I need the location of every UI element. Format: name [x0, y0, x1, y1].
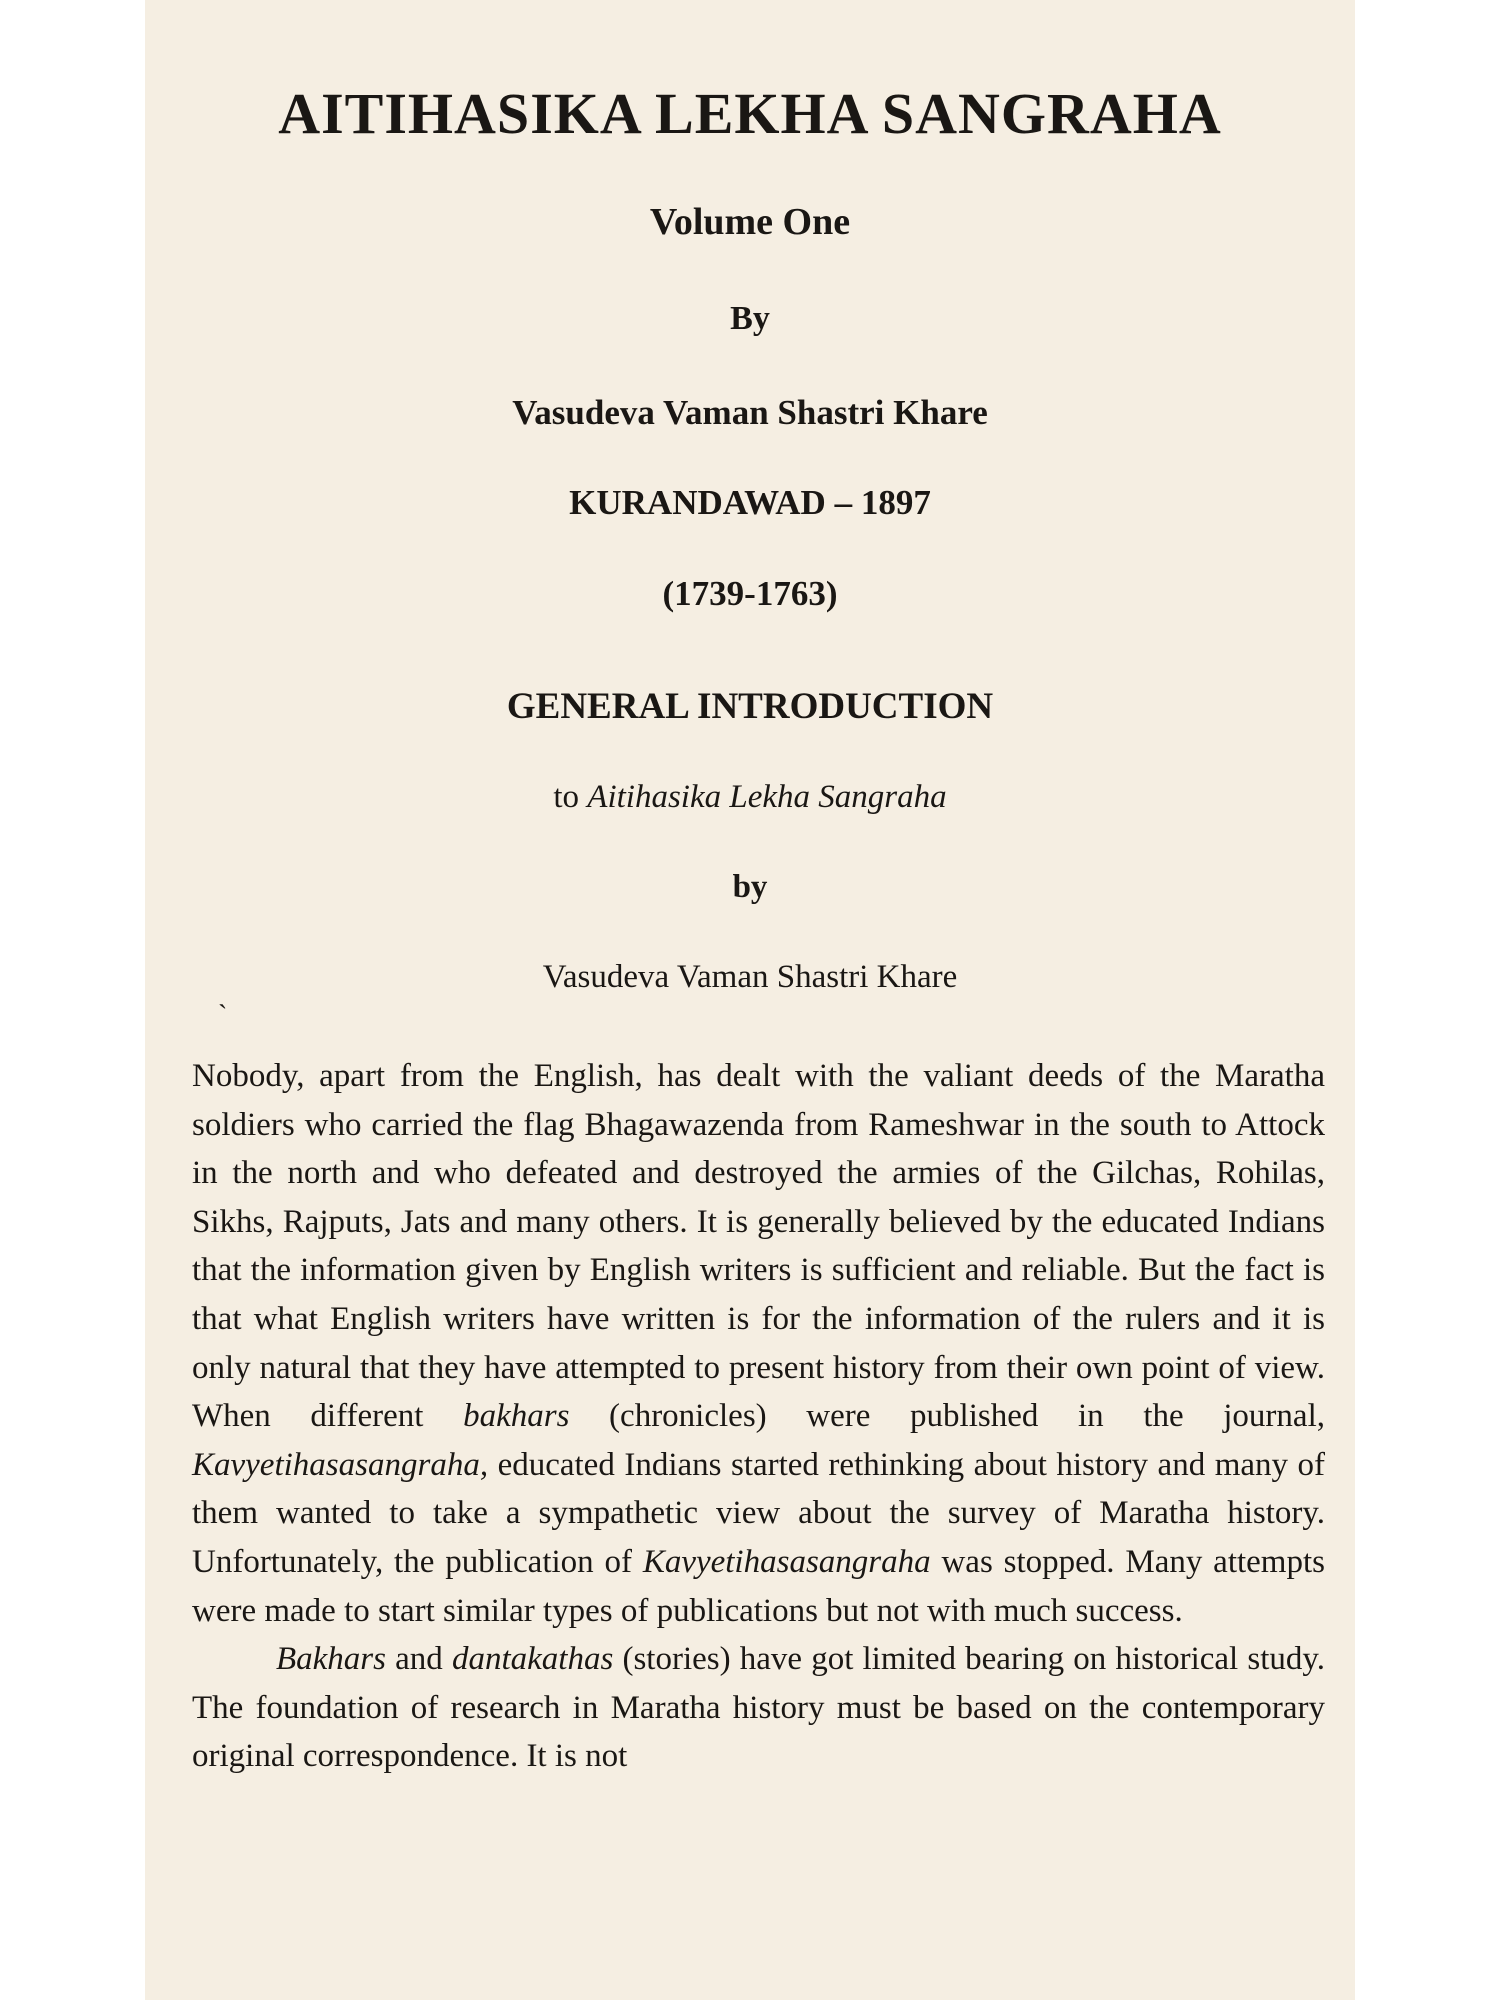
p1-em-journal: Kavyetihasasangraha,: [192, 1446, 489, 1483]
place-year: KURANDAWAD – 1897: [569, 483, 931, 522]
p2-em-bakhars: Bakhars: [276, 1641, 386, 1678]
stray-mark: `: [218, 1000, 228, 1031]
p1-em-bakhars: bakhars: [463, 1398, 570, 1435]
paragraph-2: [192, 1635, 1325, 1781]
p2-em-dantakathas: dantakathas: [451, 1641, 614, 1678]
book-title: AITIHASIKA LEKHA SANGRAHA: [278, 81, 1222, 146]
period: (1739-1763): [662, 574, 838, 613]
by-label: By: [730, 300, 770, 337]
p2-text-d: (stories) have got limited bearing on historical study. The foundation of research in Maratha history must be based on the contemporary original correspondence. It is not: [192, 1641, 1325, 1775]
p1-em-journal-2: Kavyetihasasangraha: [642, 1543, 931, 1580]
subtitle-line: [145, 779, 1355, 816]
volume-label: Volume One: [649, 201, 851, 243]
p1-text-e: educated Indians started rethinking about history and many of them wanted to take a sympathetic view about the survey of Maratha history. Unfortunately, the publication of: [192, 1446, 1325, 1580]
author-name: Vasudeva Vaman Shastri Khare: [512, 393, 988, 432]
paragraph-1: [192, 1052, 1325, 1635]
subtitle-work: Aitihasika Lekha Sangraha: [587, 779, 947, 815]
by-lower-label: by: [732, 869, 768, 905]
body-text: [192, 1052, 1325, 1781]
section-title: GENERAL INTRODUCTION: [506, 686, 994, 727]
book-page: [145, 0, 1355, 2000]
subtitle-prefix: to: [553, 779, 588, 815]
p1-text-g: was stopped. Many attempts were made to start similar types of publications but not with much success.: [192, 1543, 1325, 1629]
author-repeat: Vasudeva Vaman Shastri Khare: [542, 959, 958, 995]
p2-text-b: and: [386, 1641, 452, 1678]
p1-text-c: (chronicles) were published in the journal,: [569, 1398, 1325, 1435]
p1-text-a: Nobody, apart from the English, has dealt with the valiant deeds of the Maratha soldiers who carried the flag Bhagawazenda from Rameshwar in the south to Attock in the north and who defeated and destroyed the armies of the Gilchas, Rohilas, Sikhs, Rajputs, Jats and many others. It is generally believed by the educated Indians that the information given by English writers is sufficient and reliable. But the fact is that what English writers have written is for the information of the rulers and it is only natural that they have attempted to present history from their own point of view. When different: [192, 1058, 1325, 1435]
